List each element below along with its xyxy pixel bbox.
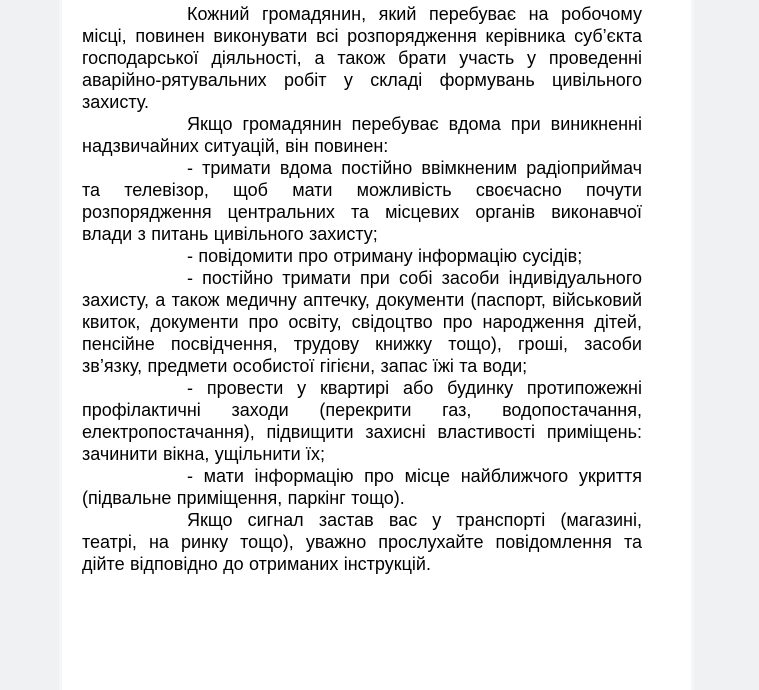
paragraph: - провести у квартирі або будинку протипожежні профілактичні заходи (перекрити газ, водопостачання, електропостачання), підвищити захисні властивості приміщень: зачинити вікна, ущільнити їх; bbox=[82, 378, 642, 464]
paragraph: - мати інформацію про місце найближчого укриття (підвальне приміщення, паркінг тощо). bbox=[82, 466, 642, 508]
paragraph: Якщо сигнал застав вас у транспорті (магазині, театрі, на ринку тощо), уважно прослухайте повідомлення та дійте відповідно до отриманих інструкцій. bbox=[82, 510, 642, 574]
document-page bbox=[62, 0, 691, 690]
paragraph: - постійно тримати при собі засоби індивідуального захисту, а також медичну аптечку, документи (паспорт, військовий квиток, документи про освіту, свідоцтво про народження дітей, пенсійне посвідчення, трудову книжку тощо), гроші, засоби зв’язку, предмети особистої гігієни, запас їжі та води; bbox=[82, 268, 642, 376]
paragraph: Кожний громадянин, який перебуває на робочому місці, повинен виконувати всі розпорядження керівника суб’єкта господарської діяльності, а також брати участь у проведенні аварійно-рятувальних робіт у складі формувань цивільного захисту. bbox=[82, 4, 642, 112]
paragraph: - повідомити про отриману інформацію сусідів; bbox=[187, 246, 583, 266]
left-gutter bbox=[0, 0, 62, 690]
paragraph: - тримати вдома постійно ввімкненим радіоприймач та телевізор, щоб мати можливість своєчасно почути розпорядження центральних та місцевих органів виконавчої влади з питань цивільного захисту; bbox=[82, 158, 642, 244]
right-gutter bbox=[691, 0, 759, 690]
document-text bbox=[82, 3, 642, 575]
paragraph: Якщо громадянин перебуває вдома при виникненні надзвичайних ситуацій, він повинен: bbox=[82, 114, 642, 156]
